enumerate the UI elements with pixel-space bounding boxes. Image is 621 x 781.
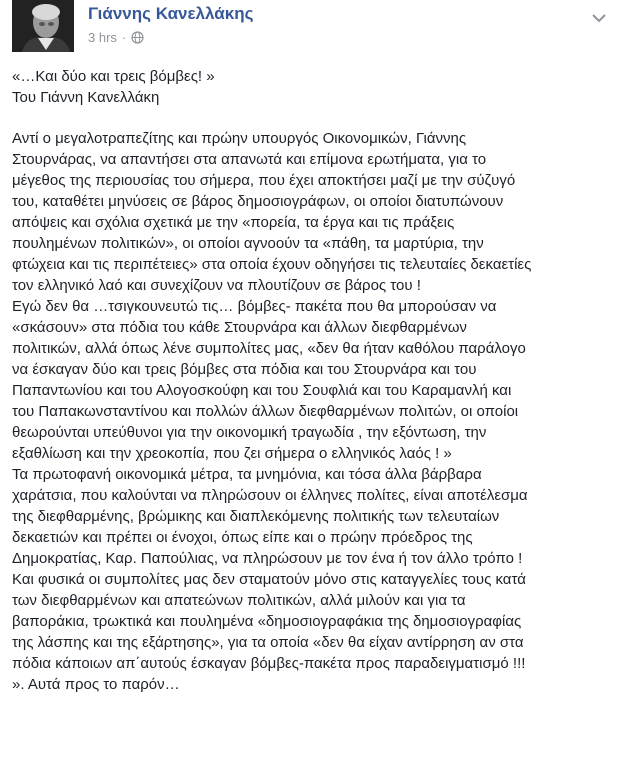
post-body-line: της διεφθαρμένης, βρώμικης και διαπλεκόμενης πολιτικής των τελευταίων [12,508,500,525]
post-body-line: της λάσπης και της εξάρτησης», για τα οποία «δεν θα είχαν αντίρρηση αν στα [12,634,524,651]
avatar-photo-icon [12,0,74,52]
post-body-line: του, καταθέτει μηνύσεις σε βάρος δημοσιογράφων, οι οποίοι διατυπώνουν [12,193,504,210]
post-timestamp[interactable]: 3 hrs [88,30,117,45]
post-body-line: φτώχεια και τις περιπέτειες» στα οποία έχουν οδηγήσει τις τελευταίες δεκαετίες [12,256,532,273]
post-body-line: «σκάσουν» στα πόδια του κάθε Στουρνάρα και άλλων διεφθαρμένων [12,319,467,336]
post-body [12,128,610,695]
author-name[interactable]: Γιάννης Κανελλάκης [88,4,254,23]
post-body-line: θεωρούνται υπεύθυνοι για την οικονομική τραγωδία , την εξόντωση, την [12,424,487,441]
post-body-line: Και φυσικά οι συμπολίτες μας δεν σταματούν μόνο στις καταγγελίες τους κατά [12,571,526,588]
post-body-line: μέγεθος της περιουσίας του σήμερα, που έχει αποκτήσει μαζί με την σύζυγό [12,172,516,189]
chevron-down-icon[interactable] [589,10,609,26]
post-body-line: Τα πρωτοφανή οικονομικά μέτρα, τα μνημόνια, και τόσα άλλα βάρβαρα [12,466,482,483]
meta-separator: · [121,30,127,45]
post-meta [88,30,144,45]
post-header [12,0,609,56]
post-body-line: Εγώ δεν θα …τσιγκουνευτώ τις… βόμβες- πακέτα που θα μπορούσαν να [12,298,497,315]
post-body-line: ». Αυτά προς το παρόν… [12,676,180,693]
post-body-line: εξαθλίωση και την χρεοκοπία, που ζει σήμερα ο ελληνικός λαός ! » [12,445,452,462]
post-body-line: του Παπακωνσταντίνου και πολλών άλλων διεφθαρμένων πολιτών, οι οποίοι [12,403,519,420]
post-body-line: δεκαετιών και πρέπει οι ένοχοι, όπως είπε και ο πρώην πρόεδρος της [12,529,473,546]
post-body-line: Αντί ο μεγαλοτραπεζίτης και πρώην υπουργός Οικονομικών, Γιάννης [12,130,467,147]
post-body-line: Στουρνάρας, να απαντήσει στα απανωτά και επίμονα ερωτήματα, για το [12,151,487,168]
post-body-line: απόψεις και σχόλια σχετικά με την «πορεία, τα έργα και τις πράξεις [12,214,455,231]
globe-icon[interactable] [131,31,144,44]
post-body-line: πόδια κάποιων απ΄αυτούς έσκαγαν βόμβες-πακέτα προς παραδειγματισμό !!! [12,655,526,672]
post-body-line: των διεφθαρμένων και απατεώνων πολιτικών, αλλά μιλούν και για τα [12,592,466,609]
post-body-line: να έσκαγαν δύο και τρεις βόμβες στα πόδια και του Στουρνάρα και του [12,361,477,378]
post-title: «…Και δύο και τρεις βόμβες! » [12,68,215,85]
post-content [12,66,610,695]
post-body-line: Παπαντωνίου και του Αλογοσκούφη και του Σουφλιά και του Καραμανλή και [12,382,512,399]
post-body-line: βαποράκια, τρωκτικά και πουλημένα «δημοσιογραφάκια της δημοσιογραφίας [12,613,522,630]
post-body-line: χαράτσια, που καλούνται να πληρώσουν οι έλληνες πολίτες, είναι αποτέλεσμα [12,487,528,504]
post-byline: Του Γιάννη Κανελλάκη [12,89,160,106]
post-body-line: πολιτικών, αλλά όπως λένε συμπολίτες μας, «δεν θα ήταν καθόλου παράλογο [12,340,526,357]
post-headline [12,66,610,108]
post-body-line: πουλημένων πολιτικών», οι οποίοι αγνοούν τα «πάθη, τα μαρτύρια, την [12,235,484,252]
post-body-line: Δημοκρατίας, Καρ. Παπούλιας, να πληρώσουν με τον ένα ή τον άλλο τρόπο ! [12,550,523,567]
post-body-line: τον ελληνικό λαό και συνεχίζουν να πλουτίζουν σε βάρος του ! [12,277,421,294]
avatar[interactable] [12,0,74,52]
